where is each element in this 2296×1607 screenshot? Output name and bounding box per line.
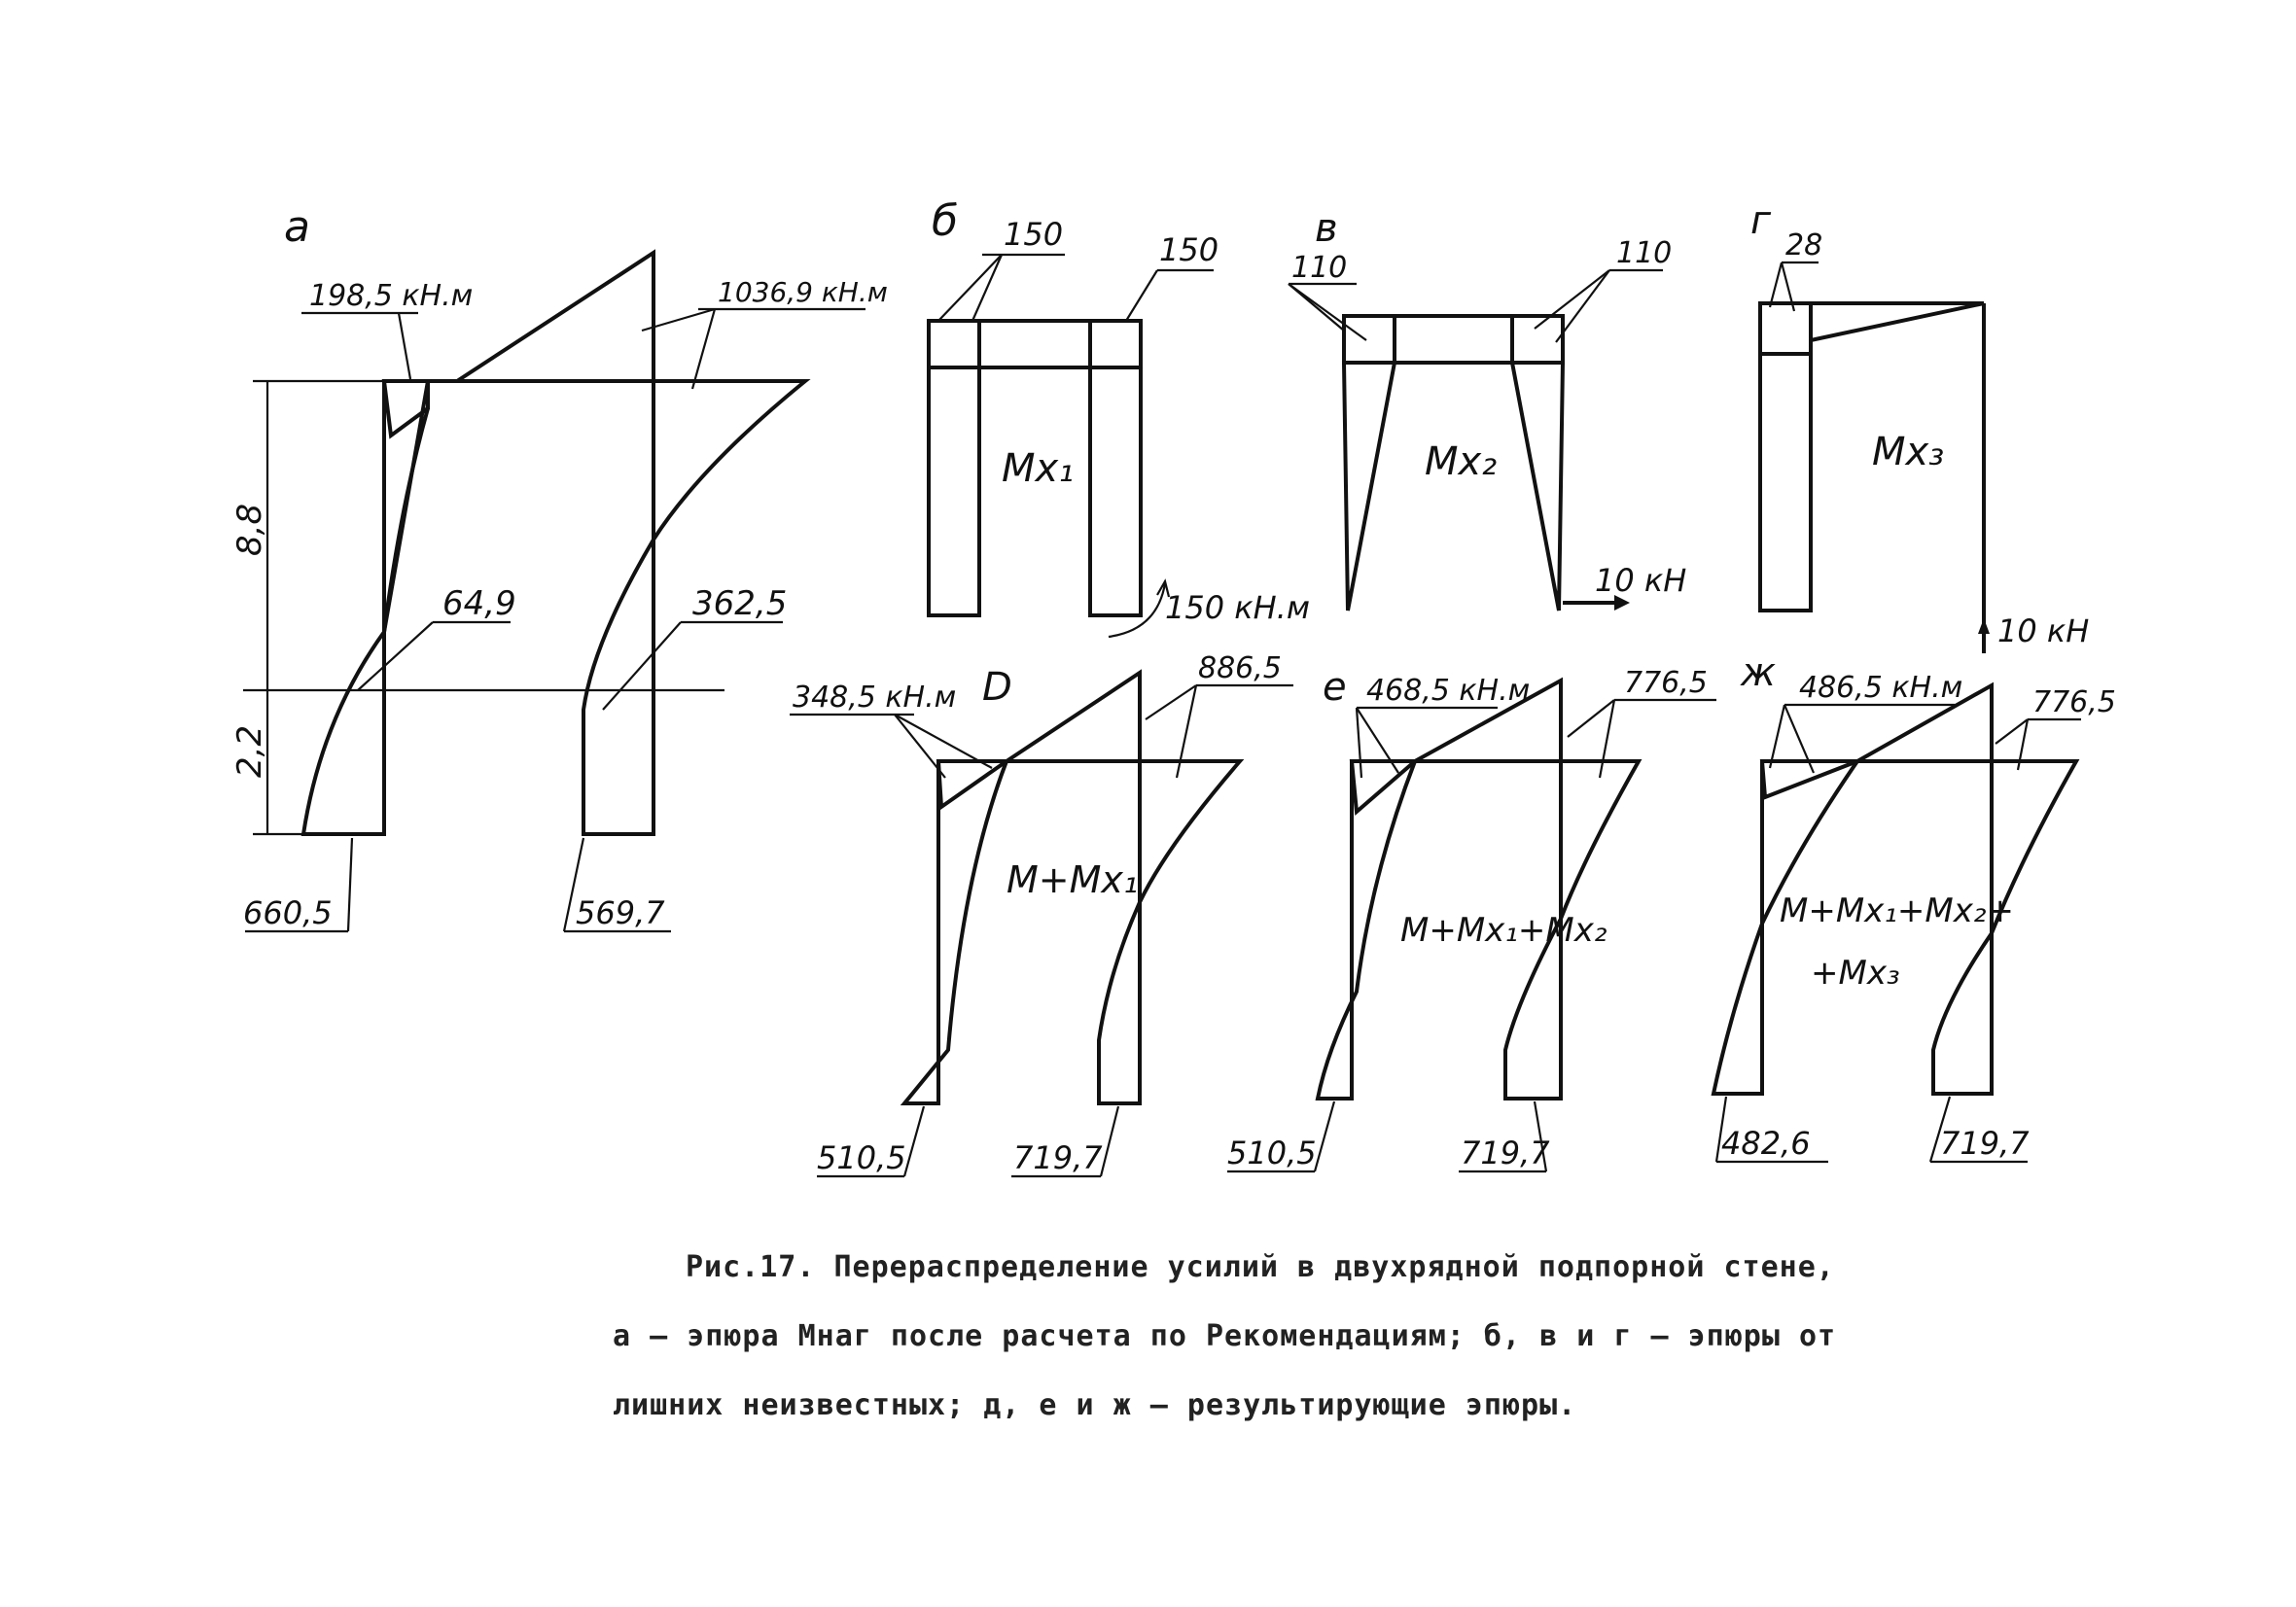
panel-zh-label-line2: +Mx₃ — [1811, 954, 1900, 993]
panel-b-letter: б — [932, 196, 959, 246]
panel-d-left-base: 510,5 — [817, 1139, 906, 1176]
panel-a-right-mid: 362,5 — [692, 584, 788, 623]
panel-a-left-base: 660,5 — [243, 894, 333, 931]
panel-zh — [1713, 650, 2116, 1162]
panel-a-right-base: 569,7 — [576, 894, 665, 931]
panel-a-left-column-diagram — [303, 381, 428, 834]
panel-b-left-corner — [929, 321, 979, 367]
panel-a-beam-diagram — [457, 253, 653, 381]
panel-d-right-column-diagram — [1099, 761, 1240, 1103]
panel-e-top-left-moment: 468,5 кН.м — [1366, 674, 1531, 708]
panel-d-top-left-moment: 348,5 кН.м — [793, 681, 957, 715]
panel-d-top-right-moment: 886,5 — [1198, 651, 1282, 685]
panel-d-label: M+Mx₁ — [1007, 858, 1139, 901]
panel-g-left-corner — [1760, 303, 1811, 354]
panel-v-letter: в — [1315, 206, 1338, 251]
panel-d-letter: D — [982, 665, 1012, 710]
panel-v-left-column-diagram — [1344, 363, 1395, 611]
panel-b-left-column-diagram — [929, 367, 979, 615]
panel-e-label: M+Mx₁+Mx₂ — [1400, 911, 1607, 950]
panel-v-moment-label: Mx₂ — [1425, 439, 1498, 484]
panel-e-letter: е — [1323, 665, 1347, 710]
panel-e-top-right-moment: 776,5 — [1624, 666, 1708, 700]
panel-a-dim-lower: 2,2 — [230, 724, 269, 778]
panel-zh-top-left-moment: 486,5 кН.м — [1799, 671, 1963, 705]
panel-g-letter: г — [1750, 198, 1772, 243]
panel-d-beam-diagram — [1007, 673, 1140, 761]
panel-d-right-base: 719,7 — [1013, 1139, 1103, 1176]
panel-g-left-column-diagram — [1760, 354, 1811, 611]
panel-zh-label-line1: M+Mx₁+Mx₂+ — [1780, 891, 2014, 930]
panel-a — [230, 202, 888, 931]
panel-a-top-left-moment: 198,5 кН.м — [309, 279, 474, 313]
panel-a-dim-upper: 8,8 — [230, 503, 269, 556]
panel-g-left-corner-value: 28 — [1785, 228, 1823, 262]
panel-b-beam-diagram — [929, 321, 1141, 367]
panel-v-right-corner — [1512, 316, 1563, 363]
panel-e-left-base: 510,5 — [1227, 1135, 1317, 1171]
panel-v-beam-diagram — [1344, 316, 1563, 363]
panel-b — [929, 196, 1310, 637]
figure-caption — [613, 1233, 1974, 1440]
panel-v-left-corner-value: 110 — [1291, 251, 1348, 285]
panel-zh-left-base: 482,6 — [1721, 1125, 1811, 1162]
panel-v — [1289, 206, 1686, 611]
panel-d — [790, 651, 1293, 1176]
panel-a-left-mid: 64,9 — [442, 584, 516, 623]
panel-b-moment-label: Mx₁ — [1002, 446, 1075, 491]
panel-g-moment-label: Mx₃ — [1872, 430, 1945, 474]
panel-b-right-corner-value: 150 — [1159, 231, 1219, 268]
panel-a-letter: а — [284, 202, 310, 252]
panel-b-left-corner-value: 150 — [1004, 216, 1064, 253]
panel-zh-right-base: 719,7 — [1940, 1125, 2030, 1162]
caption-line-1: Рис.17. Перераспределение усилий в двухрядной подпорной стене, — [686, 1250, 1835, 1284]
panel-e-right-base: 719,7 — [1461, 1135, 1550, 1171]
panel-a-top-right-moment: 1036,9 кН.м — [718, 276, 888, 308]
panel-g-applied-force: 10 кН — [1997, 612, 2090, 649]
panel-e — [1227, 665, 1716, 1171]
panel-zh-top-right-moment: 776,5 — [2032, 685, 2116, 719]
panel-g-beam-diagram — [1811, 303, 1984, 340]
panel-zh-letter: ж — [1741, 650, 1777, 695]
panel-v-applied-force: 10 кН — [1595, 562, 1687, 599]
panel-b-right-corner — [1090, 321, 1141, 367]
panel-v-right-column-diagram — [1512, 363, 1563, 611]
panel-v-right-corner-value: 110 — [1616, 236, 1673, 270]
panel-v-left-corner — [1344, 316, 1395, 363]
caption-line-2: а – эпюра Mнаг после расчета по Рекомендациям; б, в и г – эпюры от — [613, 1319, 1837, 1353]
panel-d-left-column-diagram — [904, 761, 1007, 1103]
panel-g — [1750, 198, 2089, 653]
caption-line-3: лишних неизвестных; д, е и ж – результирующие эпюры. — [613, 1388, 1577, 1422]
panel-b-right-column-diagram — [1090, 367, 1141, 615]
panel-b-applied-moment: 150 кН.м — [1165, 589, 1310, 626]
